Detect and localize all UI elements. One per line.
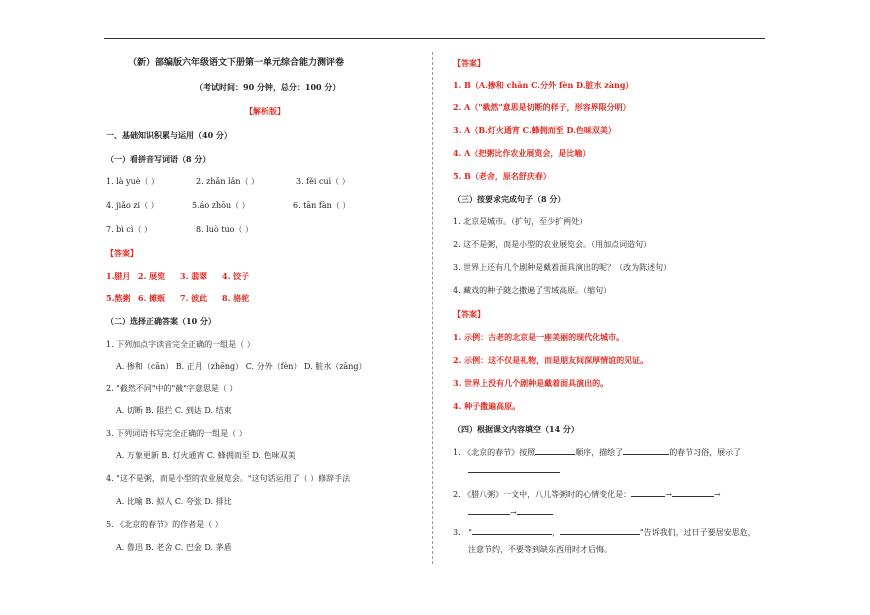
fill-blank-1 bbox=[453, 447, 741, 458]
pinyin-item: 3. fěi cuì（ ） bbox=[296, 177, 350, 186]
blank-line[interactable] bbox=[631, 489, 665, 497]
question-2-options: A. 切断 B. 阻拦 C. 到达 D. 结束 bbox=[116, 406, 232, 415]
question-4-options: A. 比喻 B. 拟人 C. 夸张 D. 排比 bbox=[116, 497, 232, 506]
fill-text: "告诉我们，过日子要居安思危， bbox=[639, 528, 756, 537]
fill-text: 顺序，描绘了 bbox=[575, 448, 624, 457]
question-1-options: A. 掺和（cān） B. 正月（zhēng） C. 分外（fèn） D. 脏水（zāng） bbox=[116, 362, 367, 371]
answer-label: 【答案】 bbox=[453, 309, 485, 319]
blank-line[interactable] bbox=[468, 465, 560, 473]
answer-item: 4. 种子撒遍高原。 bbox=[453, 401, 521, 411]
blank-line[interactable] bbox=[535, 447, 575, 455]
pinyin-item: 1. là yuè（ ） bbox=[106, 177, 159, 186]
fill-blank-3 bbox=[453, 527, 756, 538]
sentence-task: 2. 这不是粥，而是小型的农业展览会。（用加点词造句） bbox=[453, 240, 652, 249]
answer-item: 2. 展览 bbox=[138, 271, 166, 281]
pinyin-item: 4. jiǎo zi（ ） bbox=[106, 201, 159, 210]
answer-label: 【答案】 bbox=[453, 58, 485, 68]
answer-item: 1.腊月 bbox=[106, 271, 131, 281]
answer-item: 2. 示例：这不仅是礼物，而是朋友间深厚情谊的见证。 bbox=[453, 355, 649, 365]
blank-line[interactable] bbox=[560, 527, 640, 535]
answer-item: 5. B（老舍，原名舒庆春） bbox=[453, 171, 551, 181]
question-2: 2. "截然不同"中的"截"字意思是（ ） bbox=[106, 384, 238, 393]
answer-item: 3. A（B.灯火通宵 C.蜂拥而至 D.色味双美） bbox=[453, 125, 616, 135]
question-3: 3. 下列词语书写完全正确的一组是（ ） bbox=[106, 429, 247, 438]
version-label: 【解析版】 bbox=[245, 106, 285, 116]
column-divider bbox=[432, 52, 433, 564]
top-rule bbox=[104, 38, 765, 39]
answer-item: 3. 世界上没有几个剧种是戴着面具演出的。 bbox=[453, 378, 609, 388]
blank-line[interactable] bbox=[517, 507, 553, 515]
sentence-task: 4. 藏戏的种子随之撒遍了雪域高原。（缩句） bbox=[453, 286, 612, 295]
fill-text: 的春节习俗，展示了 bbox=[669, 448, 742, 457]
answer-item: 5.熬粥 bbox=[106, 293, 131, 303]
blank-line[interactable] bbox=[468, 507, 510, 515]
blank-line[interactable] bbox=[672, 489, 714, 497]
fill-blank-3-continued: 注意节约，不要等到缺东西用时才后悔。 bbox=[468, 545, 612, 554]
answer-item: 1. 示例：古老的北京是一座美丽的现代化城市。 bbox=[453, 332, 625, 342]
sentence-task: 3. 世界上还有几个剧种是戴着面具演出的呢？（改为陈述句） bbox=[453, 263, 672, 272]
arrow: → bbox=[713, 490, 721, 499]
answer-item: 8. 骆驼 bbox=[222, 293, 250, 303]
blank-line[interactable] bbox=[472, 527, 552, 535]
fill-blank-1-continued bbox=[468, 465, 560, 476]
answer-item: 2. A（"截然"意思是切断的样子，形容界限分明） bbox=[453, 102, 631, 112]
sentence-task: 1. 北京是城市。（扩句，至少扩两处） bbox=[453, 217, 588, 226]
subsection-heading-3: （三）按要求完成句子（8 分） bbox=[453, 194, 566, 204]
arrow: → bbox=[665, 490, 672, 499]
pinyin-item: 6. tān fàn（ ） bbox=[293, 201, 351, 210]
fill-text: 1. 《北京的春节》按照 bbox=[453, 448, 536, 457]
section-heading-1: 一、基础知识积累与运用（40 分） bbox=[106, 130, 232, 140]
fill-text: ， bbox=[551, 528, 560, 537]
subsection-heading-1: （一）看拼音写词语（8 分） bbox=[106, 154, 211, 164]
question-1: 1. 下列加点字读音完全正确的一组是（ ） bbox=[106, 340, 255, 349]
answer-item: 7. 彼此 bbox=[180, 293, 208, 303]
item-number: 3. bbox=[453, 528, 461, 537]
pinyin-item: 5.áo zhōu（ ） bbox=[192, 201, 250, 210]
arrow: → bbox=[510, 508, 517, 517]
pinyin-item: 7. bì cì（ ） bbox=[106, 225, 152, 234]
answer-item: 1. B（A.掺和 chān C.分外 fèn D.脏水 zàng） bbox=[453, 80, 634, 90]
subsection-heading-2: （二）选择正确答案（10 分） bbox=[106, 316, 216, 326]
page-title: （新）部编版六年级语文下册第一单元综合能力测评卷 bbox=[128, 58, 345, 68]
fill-blank-2 bbox=[453, 489, 721, 500]
pinyin-item: 2. zhǎn lǎn（ ） bbox=[196, 177, 260, 186]
pinyin-item: 8. luò tuo（ ） bbox=[196, 225, 253, 234]
question-5: 5. 《北京的春节》的作者是（ ） bbox=[106, 520, 223, 529]
answer-item: 4. A（把粥比作农业展览会，是比喻） bbox=[453, 148, 591, 158]
fill-blank-2-continued bbox=[468, 507, 553, 518]
answer-item: 3. 翡翠 bbox=[180, 271, 208, 281]
answer-item: 4. 饺子 bbox=[222, 271, 250, 281]
question-5-options: A. 鲁迅 B. 老舍 C. 巴金 D. 茅盾 bbox=[116, 543, 232, 552]
subsection-heading-4: （四）根据课文内容填空（14 分） bbox=[453, 424, 579, 434]
exam-info: （考试时间：90 分钟，总分：100 分） bbox=[195, 82, 341, 92]
answer-item: 6. 摊贩 bbox=[138, 293, 166, 303]
fill-text: 2. 《腊八粥》一文中，八儿等粥时的心情变化是： bbox=[453, 490, 632, 499]
answer-label: 【答案】 bbox=[106, 248, 138, 258]
question-3-options: A. 万象更新 B. 灯火通宵 C. 蜂拥而至 D. 色味双美 bbox=[116, 451, 296, 460]
fill-text: " bbox=[468, 528, 472, 537]
blank-line[interactable] bbox=[623, 447, 669, 455]
question-4: 4. "这不是粥，而是小型的农业展览会。"这句话运用了（ ）修辞手法 bbox=[106, 474, 351, 483]
